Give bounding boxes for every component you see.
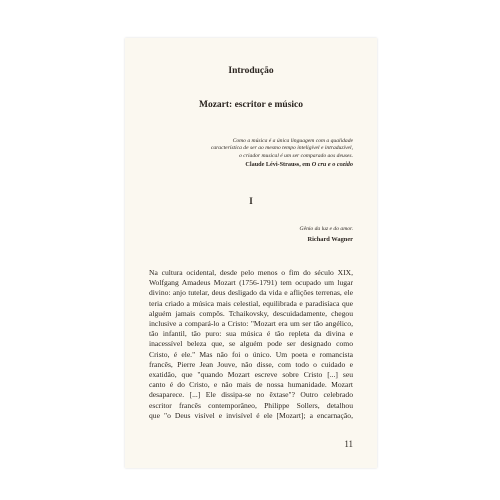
section-title: Mozart: escritor e músico <box>198 100 303 110</box>
body-line: inclusive a compará-lo a Cristo: "Mozart era um ser tão angélico, <box>149 319 353 329</box>
body-line: Na cultura ocidental, desde pelo menos o fim do século XIX, <box>149 268 353 277</box>
part-number: I <box>249 196 253 206</box>
body-line: canto é do Cristo, e não mais de nossa humanidade. Mozart <box>149 380 353 390</box>
page-number: 11 <box>344 439 353 449</box>
epigraph-line: Como a música é a única linguagem com a qualidade <box>232 138 353 144</box>
body-line: teria criado a música mais celestial, equilibrada e paradisíaca que <box>149 298 353 308</box>
epigraph-author: Claude Lévi-Strauss, em <box>245 161 311 168</box>
epigraph-work: O cru e o cozido <box>311 161 353 168</box>
epigraph-line: o criador musical é um ser comparado aos deuses. <box>239 152 353 159</box>
second-epigraph-quote: Gênio da luz e do amor. <box>299 226 353 232</box>
body-line: Wolfgang Amadeus Mozart (1756-1791) tem ocupado um lugar <box>149 278 353 288</box>
body-line: que "o Deus visível e invisível é ele [Mozart]; a encarnação, <box>149 410 353 420</box>
book-page <box>125 38 377 468</box>
body-line: francês, Pierre Jean Jouve, não disse, com todo o cuidado e <box>149 359 353 369</box>
second-epigraph-author: Richard Wagner <box>307 236 353 243</box>
body-line: exatidão, que "quando Mozart escreve sobre Cristo [...] seu <box>149 370 353 380</box>
body-line: divino: anjo tutelar, deus desligado da vida e aflições terrenas, ele <box>149 288 353 298</box>
epigraph-quote <box>183 138 353 160</box>
epigraph-attribution <box>153 161 353 168</box>
body-line: escritor francês contemporâneo, Philippe Sollers, detalhou <box>149 400 353 410</box>
body-paragraph <box>149 268 353 421</box>
body-line: inacessível beleza que, se alguém pode ser designado como <box>149 339 353 349</box>
body-line: desaparece. [...] Ele dissipa-se no êxtase"? Outro celebrado <box>149 390 353 400</box>
chapter-title: Introdução <box>228 66 274 76</box>
body-line: alguém jamais compôs. Tchaikovsky, descuidadamente, chegou <box>149 308 353 318</box>
epigraph-line: característica de ser ao mesmo tempo inteligível e intraduzível, <box>210 145 353 152</box>
body-line: Cristo, é ele." Mas não foi o único. Um poeta e romancista <box>149 349 353 359</box>
body-line: tão infantil, tão puro: sua música é tão repleta da divina e <box>149 329 353 339</box>
